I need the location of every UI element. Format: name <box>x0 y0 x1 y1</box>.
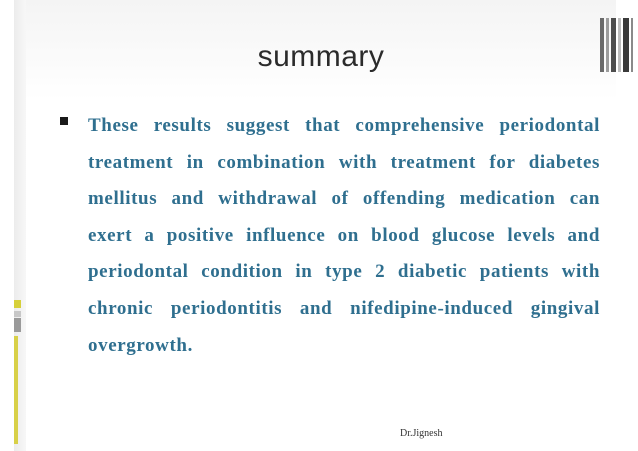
left-accent-dark-gray <box>14 318 21 332</box>
square-bullet-icon <box>60 117 68 125</box>
left-accent-yellow <box>14 300 21 308</box>
striped-bars-decoration-icon <box>600 18 638 72</box>
left-accent-light-gray <box>14 311 21 317</box>
slide-title: summary <box>257 40 385 73</box>
left-accent-yellow-line <box>14 336 18 444</box>
bullet-text: These results suggest that comprehensive periodontal treatment in combination with treatment for diabetes mellitus and withdrawal of offending medication can exert a positive influence on blood glucose levels and periodontal condition in type 2 diabetic patients with chronic periodontitis and nifedipine-induced gingival overgrowth. <box>88 115 600 356</box>
footer-author: Dr.Jignesh <box>400 428 443 439</box>
bullet-list <box>60 108 600 364</box>
